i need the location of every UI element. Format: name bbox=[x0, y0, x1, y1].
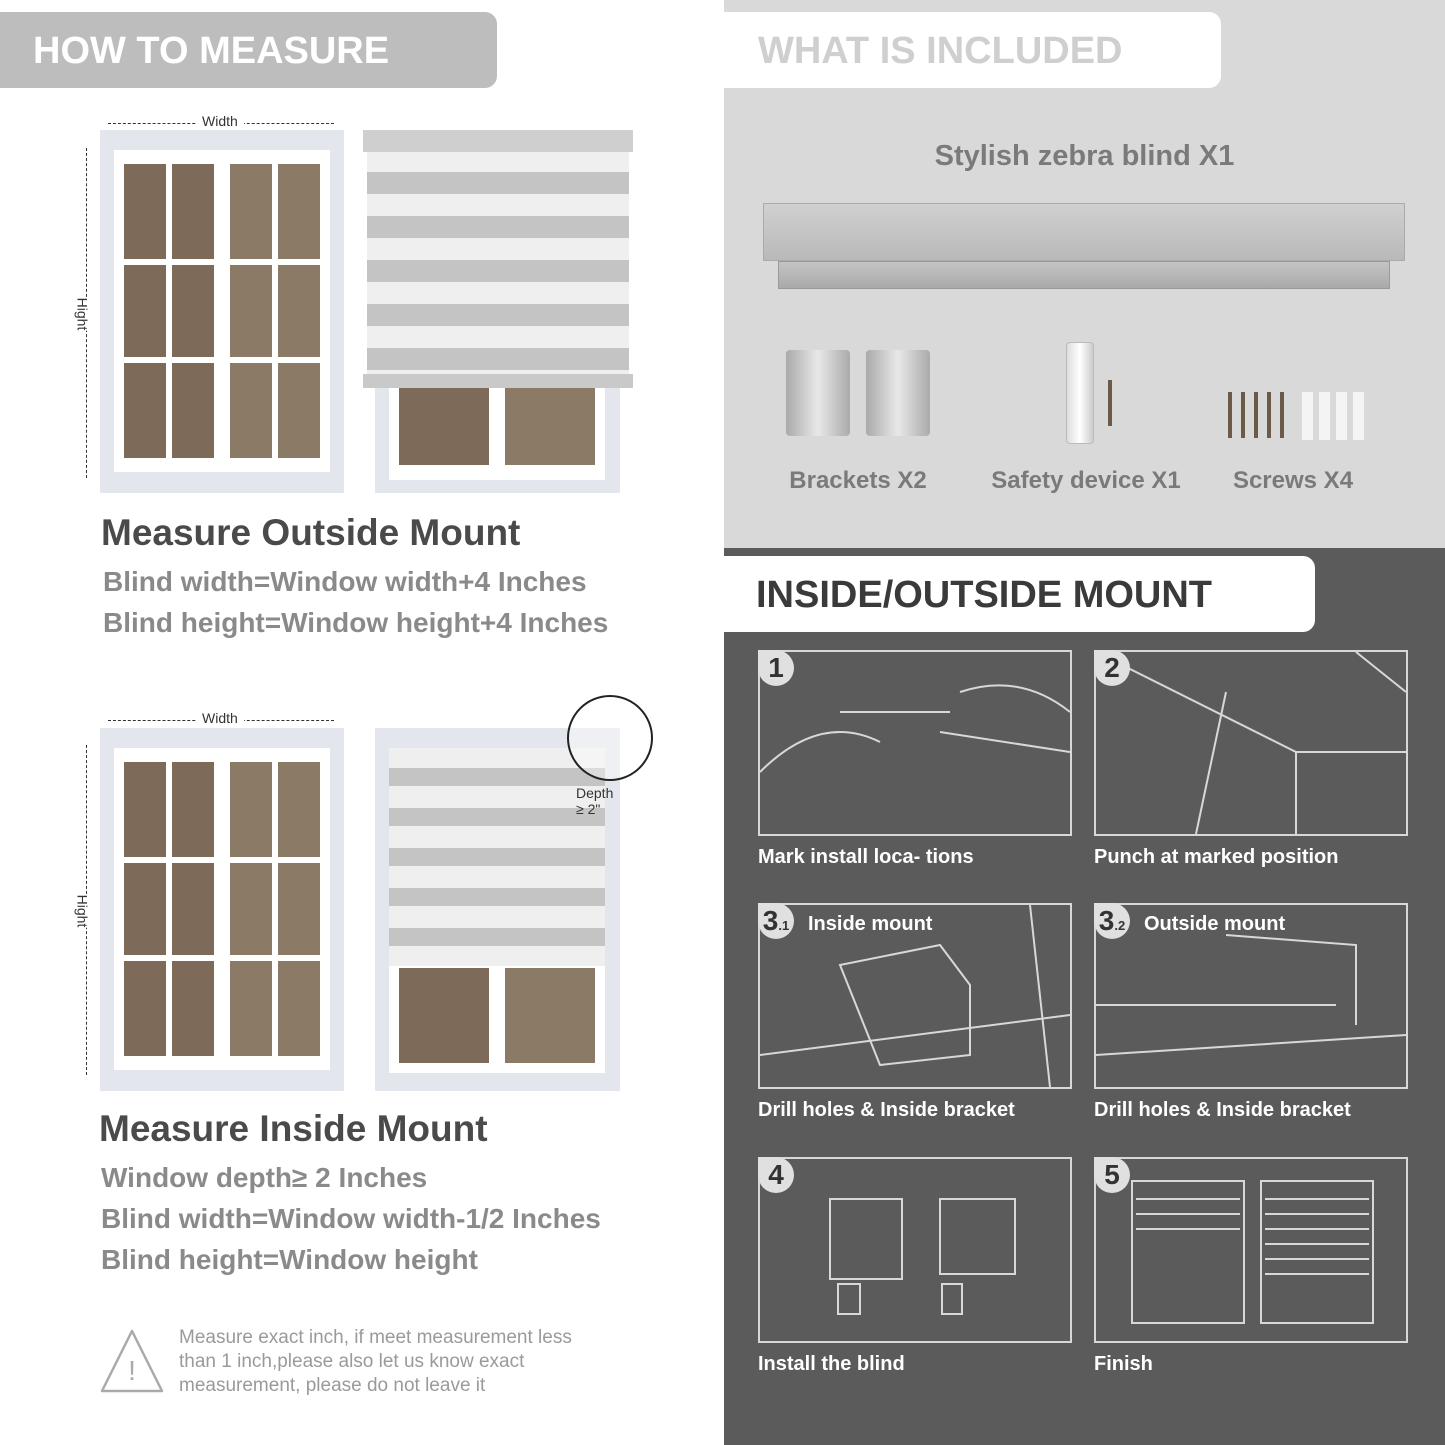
step-4-illustration bbox=[1094, 903, 1408, 1089]
height-label: Hight bbox=[74, 894, 91, 928]
step-drawing bbox=[760, 1159, 1070, 1341]
width-label: Width bbox=[196, 113, 244, 129]
screws-image bbox=[1228, 392, 1288, 438]
depth-detail-circle bbox=[567, 695, 653, 781]
instruction-line: Blind height=Window height bbox=[101, 1244, 478, 1275]
step-sub-number: .1 bbox=[778, 918, 790, 933]
measurement-note bbox=[179, 1326, 572, 1398]
step-title: Outside mount bbox=[1144, 913, 1286, 935]
bracket-image bbox=[866, 350, 930, 436]
brackets-label: Brackets X2 bbox=[789, 467, 927, 494]
outside-mount-title: Measure Outside Mount bbox=[101, 512, 521, 553]
screws-label: Screws X4 bbox=[1232, 467, 1354, 494]
what-is-included-header: WHAT IS INCLUDED bbox=[724, 12, 1221, 88]
step-number: 2 bbox=[1104, 652, 1120, 683]
step-number: 1 bbox=[768, 652, 784, 683]
step-number-badge bbox=[1094, 1157, 1130, 1193]
step-number: 3 bbox=[1098, 905, 1115, 936]
blind-item-label: Stylish zebra blind X1 bbox=[934, 140, 1235, 172]
inside-outside-mount-header: INSIDE/OUTSIDE MOUNT bbox=[724, 556, 1315, 632]
step-drawing bbox=[760, 652, 1070, 834]
note-line: Measure exact inch, if meet measurement less bbox=[179, 1327, 572, 1348]
step-title: Inside mount bbox=[808, 913, 933, 935]
step-drawing bbox=[1096, 1159, 1406, 1341]
blind-headrail-image bbox=[763, 203, 1405, 261]
outside-mount-instructions bbox=[103, 561, 608, 643]
step-1-label: Mark install loca- tions bbox=[758, 846, 974, 868]
step-4-label: Drill holes & Inside bracket bbox=[1094, 1099, 1351, 1121]
safety-screw-image bbox=[1108, 380, 1112, 426]
bracket-image bbox=[786, 350, 850, 436]
width-label: Width bbox=[196, 710, 244, 726]
step-number-badge bbox=[758, 650, 794, 686]
height-label: Hight bbox=[74, 297, 91, 331]
inside-mount-instructions bbox=[101, 1157, 601, 1280]
step-3-illustration bbox=[758, 903, 1072, 1089]
step-5-label: Install the blind bbox=[758, 1353, 905, 1375]
instruction-line: Blind height=Window height+4 Inches bbox=[103, 607, 609, 638]
window-image bbox=[100, 130, 344, 493]
instruction-line: Blind width=Window width+4 Inches bbox=[103, 566, 587, 597]
step-number-badge bbox=[1094, 903, 1130, 939]
step-2-label: Punch at marked position bbox=[1094, 846, 1339, 868]
instruction-line: Blind width=Window width-1/2 Inches bbox=[101, 1203, 601, 1234]
step-number-badge bbox=[758, 1157, 794, 1193]
window-image bbox=[100, 728, 344, 1091]
safety-device-image bbox=[1066, 342, 1094, 444]
wall-anchors-image bbox=[1302, 392, 1368, 440]
step-1-illustration bbox=[758, 650, 1072, 836]
note-line: measurement, please do not leave it bbox=[179, 1375, 486, 1396]
svg-text:!: ! bbox=[128, 1355, 136, 1386]
depth-label: Depth ≥ 2" bbox=[576, 785, 614, 817]
step-drawing bbox=[1096, 652, 1406, 834]
safety-device-label: Safety device X1 bbox=[991, 467, 1181, 494]
step-number: 4 bbox=[768, 1159, 784, 1190]
step-2-illustration bbox=[1094, 650, 1408, 836]
note-line: than 1 inch,please also let us know exact bbox=[179, 1351, 525, 1372]
step-number: 3 bbox=[762, 905, 779, 936]
step-3-label: Drill holes & Inside bracket bbox=[758, 1099, 1015, 1121]
inside-blind-window-image bbox=[375, 728, 620, 1091]
zebra-blind-window-image bbox=[363, 130, 633, 493]
step-5-illustration bbox=[758, 1157, 1072, 1343]
inside-mount-title: Measure Inside Mount bbox=[99, 1108, 488, 1149]
warning-triangle-icon bbox=[99, 1328, 165, 1394]
step-number-badge bbox=[758, 903, 794, 939]
step-6-illustration bbox=[1094, 1157, 1408, 1343]
step-number-badge bbox=[1094, 650, 1130, 686]
how-to-measure-header: HOW TO MEASURE bbox=[0, 12, 497, 88]
instruction-line: Window depth≥ 2 Inches bbox=[101, 1162, 428, 1193]
blind-bottom-rail-image bbox=[778, 261, 1390, 289]
step-6-label: Finish bbox=[1094, 1353, 1153, 1375]
step-sub-number: .2 bbox=[1114, 918, 1126, 933]
step-number: 5 bbox=[1104, 1159, 1120, 1190]
